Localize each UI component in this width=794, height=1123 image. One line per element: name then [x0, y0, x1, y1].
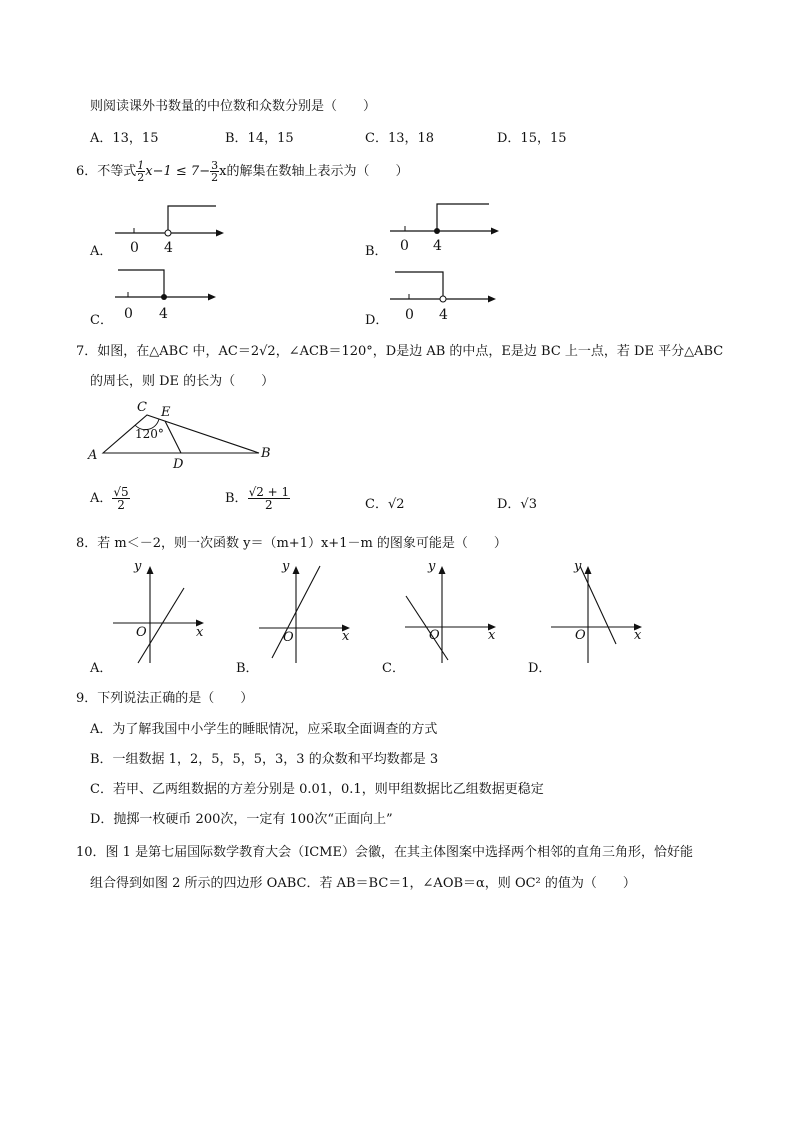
q7-option-a-fraction: $\frac{√5}{2}$: [113, 485, 129, 512]
q7-option-a-label: A．: [90, 491, 113, 506]
q7-stem-line2: 的周长，则 DE 的长为（ ）: [90, 374, 275, 389]
axis-y-label: y: [134, 559, 142, 574]
vertex-c: C: [137, 400, 147, 415]
q7-option-b-label: B．: [225, 491, 248, 506]
axis-x-label: x: [342, 629, 350, 644]
q5-option-d[interactable]: D．15，15: [497, 131, 567, 146]
q8-label-b[interactable]: B．: [236, 661, 259, 676]
q5-option-b[interactable]: B．14，15: [225, 131, 294, 146]
origin-label: O: [136, 625, 147, 640]
q6-prefix: 6．不等式: [76, 164, 137, 179]
tick-0: 0: [130, 240, 139, 256]
q8-graph-c[interactable]: [400, 558, 505, 666]
origin-label: O: [575, 628, 586, 643]
axis-x-label: x: [634, 628, 642, 643]
q6-label-d[interactable]: D．: [365, 313, 389, 328]
q8-label-d[interactable]: D．: [528, 661, 552, 676]
axis-x-label: x: [196, 625, 204, 640]
axis-y-label: y: [428, 559, 436, 574]
axis-x-label: x: [488, 628, 496, 643]
tick-4: 4: [433, 238, 442, 254]
q8-label-a[interactable]: A．: [90, 661, 113, 676]
q7-option-c[interactable]: C．√2: [365, 497, 405, 512]
q7-option-b-fraction: $\frac{√2 + 1}{2}$: [248, 485, 290, 512]
q7-option-d[interactable]: D．√3: [497, 497, 537, 512]
closed-circle: [161, 294, 167, 300]
origin-label: O: [429, 628, 440, 643]
q6-stem: [76, 160, 408, 183]
q6-label-a[interactable]: A．: [90, 244, 113, 259]
vertex-b: B: [261, 446, 271, 461]
vertex-a: A: [88, 448, 98, 463]
q6-label-b[interactable]: B．: [365, 244, 388, 259]
q6-numberline-b[interactable]: [385, 198, 505, 256]
tick-0: 0: [124, 306, 133, 322]
point-d: D: [173, 457, 184, 472]
angle-label: 120°: [135, 427, 164, 441]
q9-option-c[interactable]: C．若甲、乙两组数据的方差分别是 0.01，0.1，则甲组数据比乙组数据更稳定: [90, 782, 544, 797]
tick-4: 4: [439, 307, 448, 323]
q5-stem: 则阅读课外书数量的中位数和众数分别是（ ）: [90, 99, 377, 114]
q7-stem-line1: 7．如图，在△ABC 中，AC＝2√2，∠ACB＝120°，D是边 AB 的中点，E是边 BC 上一点，若 DE 平分△ABC: [76, 344, 724, 359]
tick-0: 0: [400, 238, 409, 254]
q7-option-a[interactable]: [90, 486, 130, 511]
axis-y-label: y: [282, 559, 290, 574]
q9-option-a[interactable]: A．为了解我国中小学生的睡眠情况，应采取全面调查的方式: [90, 722, 438, 737]
q6-suffix: x的解集在数轴上表示为（ ）: [219, 164, 409, 179]
q6-fraction-1: $\frac{1}{2}$: [137, 159, 145, 184]
q7-option-b[interactable]: [225, 486, 290, 511]
tick-4: 4: [159, 306, 168, 322]
q9-option-d[interactable]: D．抛掷一枚硬币 200次，一定有 100次“正面向上”: [90, 812, 393, 827]
q10-stem-line1: 10．图 1 是第七届国际数学教育大会（ICME）会徽，在其主体图案中选择两个相邻的直角三角形，恰好能: [76, 845, 693, 860]
q7-triangle-figure: [85, 395, 285, 475]
q6-label-c[interactable]: C．: [90, 313, 113, 328]
q9-stem: 9．下列说法正确的是（ ）: [76, 691, 254, 706]
q5-option-a[interactable]: A．13，15: [90, 131, 159, 146]
q8-graph-b[interactable]: [254, 558, 359, 666]
axis-y-label: y: [574, 559, 582, 574]
q6-fraction-2: $\frac{3}{2}$: [211, 159, 219, 184]
tick-4: 4: [164, 240, 173, 256]
closed-circle: [434, 228, 440, 234]
q5-option-c[interactable]: C．13，18: [365, 131, 435, 146]
q8-graph-d[interactable]: [546, 558, 651, 666]
open-circle: [165, 230, 171, 236]
q8-label-c[interactable]: C．: [382, 661, 405, 676]
q10-stem-line2: 组合得到如图 2 所示的四边形 OABC．若 AB＝BC＝1，∠AOB＝α，则 OC² 的值为（ ）: [90, 876, 636, 891]
q8-stem: 8．若 m＜－2，则一次函数 y＝（m+1）x+1－m 的图象可能是（ ）: [76, 536, 507, 551]
origin-label: O: [283, 630, 294, 645]
point-e: E: [161, 405, 171, 420]
q6-numberline-c[interactable]: [110, 265, 230, 327]
q8-graph-a[interactable]: [108, 558, 213, 666]
q6-numberline-a[interactable]: [110, 200, 230, 258]
q9-option-b[interactable]: B．一组数据 1，2，5，5，5，3，3 的众数和平均数都是 3: [90, 752, 439, 767]
open-circle: [440, 296, 446, 302]
tick-0: 0: [405, 307, 414, 323]
q6-numberline-d[interactable]: [385, 265, 505, 327]
q6-mid: x−1 ≤ 7−: [145, 164, 211, 179]
